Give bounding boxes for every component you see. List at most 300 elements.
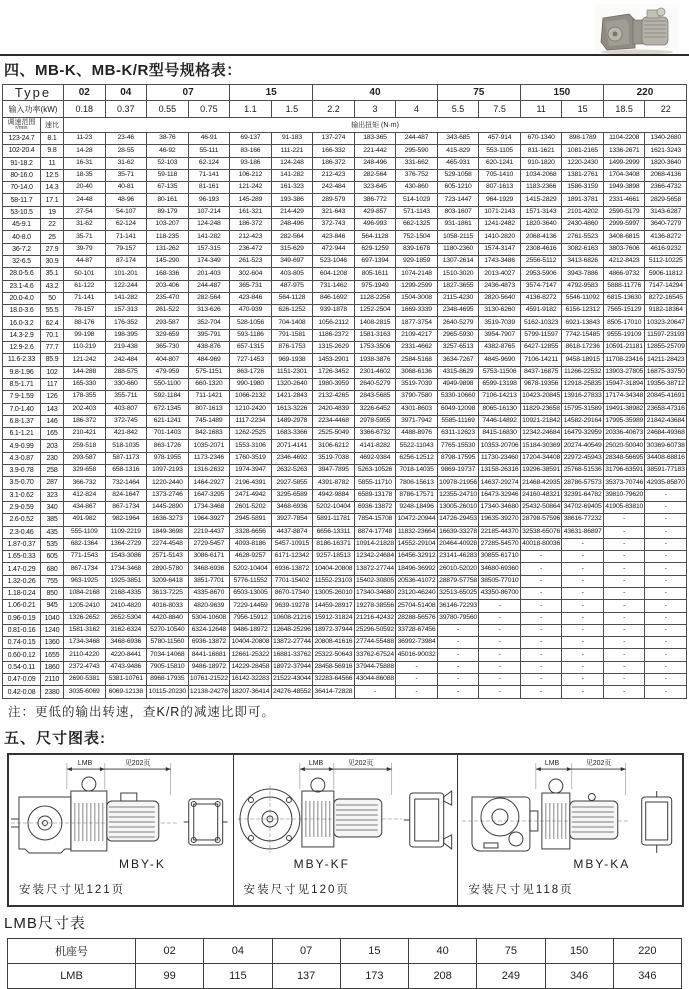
spec-row <box>3 551 687 563</box>
torque-cell: 302-604 <box>230 268 272 280</box>
torque-cell: - <box>479 624 521 636</box>
torque-cell: 44-87 <box>64 255 106 267</box>
torque-cell: 11552-23103 <box>313 575 355 587</box>
lmb-value: 99 <box>136 964 204 989</box>
torque-cell: 1489-2978 <box>271 415 313 427</box>
section5-title: 五、尺寸图表: <box>4 730 106 747</box>
torque-cell: 33728-67456 <box>396 624 438 636</box>
torque-cell: 141-282 <box>271 169 313 181</box>
torque-cell: 3082-6163 <box>562 243 604 255</box>
ratio-cell: 258 <box>41 465 64 477</box>
torque-cell: 19491-38982 <box>603 403 645 415</box>
torque-cell: 3106-6212 <box>313 440 355 452</box>
torque-cell: 4420-8840 <box>147 612 189 624</box>
torque-cell: 6815-13630 <box>603 292 645 304</box>
torque-cell: 78-157 <box>64 305 106 317</box>
torque-cell: 2640-5279 <box>354 378 396 390</box>
speed-range-cell: 0.81-0.16 <box>3 624 41 636</box>
torque-cell: 7905-15810 <box>147 661 189 673</box>
torque-cell: 2219-4437 <box>188 526 230 538</box>
ratio-cell: 945 <box>41 600 64 612</box>
torque-cell: 54-107 <box>105 206 147 218</box>
torque-cell: 10914-21828 <box>354 538 396 550</box>
torque-cell: 40-81 <box>105 182 147 194</box>
torque-cell: 20536-41072 <box>396 575 438 587</box>
torque-cell: 16479-32959 <box>562 428 604 440</box>
torque-cell: 1180-2360 <box>437 243 479 255</box>
torque-cell: 978-1955 <box>147 452 189 464</box>
torque-cell: 6936-13872 <box>354 501 396 513</box>
torque-cell: 6256-12512 <box>396 452 438 464</box>
torque-cell: 3634-7267 <box>437 354 479 366</box>
frame-group-02: 02 <box>64 85 106 101</box>
torque-cell: 12355-24710 <box>437 489 479 501</box>
torque-cell: - <box>520 563 562 575</box>
torque-cell: 19356-38712 <box>645 378 687 390</box>
torque-cell: 13916-27833 <box>562 391 604 403</box>
torque-cell: 1734-3468 <box>64 637 106 649</box>
torque-cell: 8968-17935 <box>147 674 189 686</box>
spec-row <box>3 477 687 489</box>
torque-cell: 7106-14211 <box>520 354 562 366</box>
torque-cell: - <box>645 526 687 538</box>
speed-range-cell: 2.9-0.59 <box>3 501 41 513</box>
spec-row <box>3 612 687 624</box>
torque-cell: 28288-56576 <box>396 612 438 624</box>
torque-cell: 141-282 <box>105 292 147 304</box>
torque-cell: 964-1929 <box>479 194 521 206</box>
lmb-value: 137 <box>272 964 340 989</box>
power-2.2: 2.2 <box>313 101 355 118</box>
torque-cell: 23120-46240 <box>396 587 438 599</box>
torque-cell: 18-35 <box>64 169 106 181</box>
ratio-cell: 165 <box>41 428 64 440</box>
speed-range-cell: 28.0-5.6 <box>3 268 41 280</box>
torque-cell: - <box>603 538 645 550</box>
torque-cell: - <box>479 637 521 649</box>
torque-cell: 1964-3927 <box>188 514 230 526</box>
torque-cell: - <box>603 686 645 698</box>
torque-cell: 9248-18496 <box>396 501 438 513</box>
torque-cell: - <box>479 661 521 673</box>
torque-cell: 6069-12138 <box>105 686 147 698</box>
torque-cell: 28348-56695 <box>603 452 645 464</box>
torque-cell: 24-48 <box>64 194 106 206</box>
output-torque-header: 输出扭矩 (N·m) <box>64 118 687 133</box>
torque-cell: 1205-2410 <box>64 600 106 612</box>
torque-cell: 244-487 <box>188 280 230 292</box>
torque-cell: 30855-61710 <box>479 551 521 563</box>
ratio-cell: 102 <box>41 366 64 378</box>
torque-cell: 564-1128 <box>354 231 396 243</box>
power-7.5: 7.5 <box>479 101 521 118</box>
torque-cell: 1949-3898 <box>603 182 645 194</box>
torque-cell: 331-662 <box>396 157 438 169</box>
torque-cell: 330-660 <box>105 378 147 390</box>
torque-cell: 14229-28458 <box>230 661 272 673</box>
torque-cell: 315-629 <box>271 243 313 255</box>
ratio-cell: 11 <box>41 157 64 169</box>
torque-cell: 5304-10608 <box>188 612 230 624</box>
torque-cell: 711-1421 <box>188 391 230 403</box>
torque-cell: 4335-8670 <box>188 587 230 599</box>
torque-cell: 3574-7147 <box>520 280 562 292</box>
torque-cell: 83-166 <box>230 145 272 157</box>
torque-cell: 6311-12623 <box>437 428 479 440</box>
section4-title: 四、MB-K、MB-K/R型号规格表： <box>4 62 242 79</box>
torque-cell: 1925-3851 <box>105 575 147 587</box>
torque-cell: 3927-7854 <box>271 514 313 526</box>
torque-cell: - <box>645 575 687 587</box>
torque-cell: 19296-38591 <box>520 465 562 477</box>
torque-cell: 27744-55488 <box>354 637 396 649</box>
torque-cell: 24160-48321 <box>520 489 562 501</box>
torque-cell: 26010-52020 <box>437 563 479 575</box>
torque-cell: 165-330 <box>64 378 106 390</box>
torque-cell: 4136-8272 <box>645 231 687 243</box>
torque-cell: - <box>562 637 604 649</box>
ratio-cell: 605 <box>41 551 64 563</box>
torque-cell: - <box>520 686 562 698</box>
torque-cell: 682-1364 <box>64 538 106 550</box>
torque-cell: 2978-5955 <box>354 415 396 427</box>
torque-cell: 12648-25296 <box>271 624 313 636</box>
frame-group-220: 220 <box>603 85 686 101</box>
torque-cell: 4382-8765 <box>479 342 521 354</box>
torque-cell: 35-71 <box>64 231 106 243</box>
torque-cell: 14552-29104 <box>396 538 438 550</box>
torque-cell: 18972-37944 <box>271 661 313 673</box>
torque-cell: - <box>645 538 687 550</box>
speed-range-cell: 1.87-0.37 <box>3 538 41 550</box>
torque-cell: 42935-85870 <box>645 477 687 489</box>
torque-cell: 1316-2632 <box>188 465 230 477</box>
torque-cell: 2820-5640 <box>479 292 521 304</box>
lmb-value: 346 <box>545 964 613 989</box>
torque-cell: 32283-64566 <box>313 674 355 686</box>
torque-cell: 13872-27744 <box>271 637 313 649</box>
spec-row <box>3 145 687 157</box>
torque-cell: 2109-4217 <box>396 329 438 341</box>
torque-cell: 5753-11506 <box>479 366 521 378</box>
torque-cell: 10472-20944 <box>396 514 438 526</box>
torque-cell: 11597-23193 <box>645 329 687 341</box>
torque-cell: 19635-39270 <box>479 514 521 526</box>
power-3: 3 <box>354 101 396 118</box>
torque-cell: 1081-2165 <box>562 145 604 157</box>
spec-row <box>3 243 687 255</box>
torque-cell: 1704-3408 <box>603 169 645 181</box>
torque-cell: 2525-5049 <box>313 428 355 440</box>
speed-range-cell: 70-14.0 <box>3 182 41 194</box>
mby-kf-drawing <box>234 755 458 873</box>
torque-cell: 403-807 <box>105 403 147 415</box>
torque-cell: 5780-11560 <box>147 637 189 649</box>
torque-cell: 9555-19109 <box>603 329 645 341</box>
torque-cell: - <box>562 612 604 624</box>
torque-cell: 1647-3295 <box>188 489 230 501</box>
torque-cell: 11266-22532 <box>562 366 604 378</box>
torque-cell: 4845-9690 <box>479 354 521 366</box>
torque-cell: 349-697 <box>271 255 313 267</box>
torque-cell: 12342-24684 <box>520 428 562 440</box>
torque-cell: 23-46 <box>105 133 147 145</box>
torque-cell: 6171-12342 <box>271 551 313 563</box>
speed-range-header <box>3 118 41 133</box>
torque-cell: - <box>603 563 645 575</box>
torque-cell: 1373-2746 <box>147 489 189 501</box>
torque-cell: 323-645 <box>354 182 396 194</box>
torque-cell: 421-842 <box>105 428 147 440</box>
torque-cell: 35373-70746 <box>603 477 645 489</box>
torque-cell: 161-321 <box>230 206 272 218</box>
torque-cell: 470-939 <box>230 305 272 317</box>
torque-cell: 14582-29164 <box>562 415 604 427</box>
torque-cell: 2999-5997 <box>603 219 645 231</box>
torque-cell: 91-183 <box>271 133 313 145</box>
torque-cell: 20336-40673 <box>603 428 645 440</box>
torque-cell: 16473-32946 <box>479 489 521 501</box>
torque-cell: 2366-4732 <box>645 182 687 194</box>
torque-cell: 145-290 <box>147 255 189 267</box>
torque-cell: 5162-10323 <box>520 317 562 329</box>
speed-range-cell: 0.96-0.19 <box>3 612 41 624</box>
torque-cell: 867-1734 <box>64 563 106 575</box>
torque-cell: 110-219 <box>64 342 106 354</box>
torque-cell: 10423-20845 <box>520 391 562 403</box>
speed-range-cell: 0.47-0.09 <box>3 674 41 686</box>
torque-cell: 1753-3506 <box>354 342 396 354</box>
lmb-frame-header: 机座号 <box>8 939 136 964</box>
torque-cell: 484-969 <box>188 354 230 366</box>
torque-cell: 79-157 <box>105 243 147 255</box>
spec-row <box>3 575 687 587</box>
torque-cell: 9458-18915 <box>562 354 604 366</box>
ratio-cell: 1655 <box>41 649 64 661</box>
torque-cell: 3519-7039 <box>396 378 438 390</box>
spec-row <box>3 514 687 526</box>
torque-cell: 3295-6589 <box>271 489 313 501</box>
torque-cell: 1415-2829 <box>520 194 562 206</box>
torque-cell: 487-975 <box>271 280 313 292</box>
torque-cell: - <box>562 661 604 673</box>
torque-cell: 8798-17595 <box>437 452 479 464</box>
torque-cell: 2430-4860 <box>562 219 604 231</box>
spec-row <box>3 403 687 415</box>
spec-row <box>3 600 687 612</box>
torque-cell: 329-659 <box>147 329 189 341</box>
ratio-cell: 1040 <box>41 612 64 624</box>
torque-cell: 395-791 <box>188 329 230 341</box>
torque-cell: 38616-77232 <box>562 514 604 526</box>
torque-cell: 259-518 <box>64 440 106 452</box>
torque-cell: 176-352 <box>105 317 147 329</box>
torque-cell: 80-161 <box>147 194 189 206</box>
torque-cell: 2590-5179 <box>603 206 645 218</box>
torque-cell: 11832-23664 <box>396 526 438 538</box>
torque-cell: - <box>562 624 604 636</box>
torque-cell: 4591-9182 <box>520 305 562 317</box>
lmb-frame-150: 150 <box>545 939 613 964</box>
ratio-cell: 85.9 <box>41 354 64 366</box>
torque-cell: 23141-46283 <box>437 551 479 563</box>
torque-cell: 242-484 <box>105 354 147 366</box>
torque-cell: 7956-15912 <box>230 612 272 624</box>
spec-row <box>3 489 687 501</box>
torque-cell: 1683-3366 <box>271 428 313 440</box>
torque-cell: 39810-79620 <box>603 489 645 501</box>
dim-lmb-label: LMB <box>308 760 323 768</box>
torque-cell: 41905-83810 <box>603 501 645 513</box>
torque-cell: 3143-6287 <box>645 206 687 218</box>
torque-cell: 1980-3959 <box>313 378 355 390</box>
torque-cell: 842-1683 <box>188 428 230 440</box>
torque-cell: 3803-7606 <box>603 243 645 255</box>
torque-cell: 10404-20808 <box>230 637 272 649</box>
power-4: 4 <box>396 101 438 118</box>
torque-cell: - <box>562 538 604 550</box>
power-11: 11 <box>520 101 562 118</box>
torque-cell: 2953-5906 <box>520 268 562 280</box>
torque-cell: 101-201 <box>105 268 147 280</box>
torque-cell: 1734-3468 <box>105 563 147 575</box>
torque-cell: 59-118 <box>147 169 189 181</box>
torque-cell: 2584-5168 <box>396 354 438 366</box>
frame-group-04: 04 <box>105 85 147 101</box>
torque-cell: 982-1964 <box>105 514 147 526</box>
torque-cell: 25322-50643 <box>313 649 355 661</box>
speed-range-cell: 1.06-0.21 <box>3 600 41 612</box>
torque-cell: 1827-3655 <box>437 280 479 292</box>
torque-cell: 15184-30369 <box>520 440 562 452</box>
speed-range-cell: 0.42-0.08 <box>3 686 41 698</box>
speed-range-cell: 3.9-0.78 <box>3 465 41 477</box>
torque-cell: 1510-3020 <box>437 268 479 280</box>
torque-cell: 1071-2143 <box>479 206 521 218</box>
torque-cell: 24276-48552 <box>271 686 313 698</box>
torque-cell: - <box>562 587 604 599</box>
speed-range-cell: 23.1-4.6 <box>3 280 41 292</box>
torque-cell: 811-1621 <box>520 145 562 157</box>
torque-cell: 4437-8874 <box>271 526 313 538</box>
torque-cell: 771-1543 <box>64 551 106 563</box>
torque-cell: 313-626 <box>188 305 230 317</box>
torque-cell: 203-406 <box>147 280 189 292</box>
torque-cell: 6589-13178 <box>354 489 396 501</box>
torque-cell: - <box>520 624 562 636</box>
torque-cell: 1241-2482 <box>479 219 521 231</box>
torque-cell: 4136-8272 <box>520 292 562 304</box>
torque-cell: 21468-42935 <box>520 477 562 489</box>
torque-cell: 1035-2071 <box>188 440 230 452</box>
torque-cell: 7034-14068 <box>147 649 189 661</box>
torque-cell: - <box>396 674 438 686</box>
torque-cell: 4820-9639 <box>188 600 230 612</box>
torque-cell: 3851-7701 <box>188 575 230 587</box>
spec-row <box>3 305 687 317</box>
torque-cell: 3640-7279 <box>645 219 687 231</box>
spec-row <box>3 280 687 292</box>
torque-cell: 17340-34680 <box>354 587 396 599</box>
torque-cell: 727-1453 <box>230 354 272 366</box>
torque-cell: 3613-7225 <box>147 587 189 599</box>
ratio-cell: 323 <box>41 489 64 501</box>
lmb-frame-02: 02 <box>136 939 204 964</box>
torque-cell: 13158-26316 <box>479 465 521 477</box>
torque-cell: 186-372 <box>230 219 272 231</box>
torque-cell: 27-54 <box>64 206 106 218</box>
torque-cell: 4301-8603 <box>396 403 438 415</box>
torque-cell: 16456-32912 <box>396 551 438 563</box>
torque-cell: 9869-19737 <box>437 465 479 477</box>
torque-cell: 137-274 <box>313 133 355 145</box>
spec-row <box>3 268 687 280</box>
torque-cell: 2331-4662 <box>396 342 438 354</box>
torque-cell: 18207-36414 <box>230 686 272 698</box>
torque-cell: - <box>645 661 687 673</box>
speed-range-cell: 1.47-0.29 <box>3 563 41 575</box>
torque-cell: 1574-3147 <box>479 243 521 255</box>
torque-cell: 6936-13872 <box>188 637 230 649</box>
ratio-cell: 9.8 <box>41 145 64 157</box>
torque-cell: 5381-10761 <box>105 674 147 686</box>
torque-cell: 629-1259 <box>354 243 396 255</box>
torque-cell: 343-685 <box>437 133 479 145</box>
torque-cell: 3408-6815 <box>603 231 645 243</box>
torque-cell: 8186-16371 <box>313 538 355 550</box>
torque-cell: 496-993 <box>354 219 396 231</box>
top-divider <box>0 54 689 56</box>
ratio-cell: 2380 <box>41 686 64 698</box>
spec-row <box>3 452 687 464</box>
lmb-value: 208 <box>409 964 477 989</box>
ratio-cell: 50 <box>41 292 64 304</box>
torque-cell: 96-193 <box>188 194 230 206</box>
torque-cell: 107-214 <box>188 206 230 218</box>
torque-cell: 61-122 <box>64 280 106 292</box>
torque-cell: 1128-2256 <box>354 292 396 304</box>
torque-cell: 28-55 <box>105 145 147 157</box>
speed-range-cell: 1.18-0.24 <box>3 587 41 599</box>
torque-cell: 372-743 <box>313 219 355 231</box>
frame-group-150: 150 <box>520 85 603 101</box>
torque-cell: 4743-9486 <box>105 661 147 673</box>
dim-lmb-label: LMB <box>77 760 93 768</box>
torque-cell: 963-1925 <box>64 575 106 587</box>
torque-cell: 13872-27744 <box>354 563 396 575</box>
torque-cell: 11708-23416 <box>603 354 645 366</box>
torque-cell: - <box>603 674 645 686</box>
lmb-value: 173 <box>340 964 408 989</box>
torque-cell: 1445-2890 <box>147 501 189 513</box>
torque-cell: 365-731 <box>230 280 272 292</box>
torque-cell: 4391-8782 <box>313 477 355 489</box>
torque-cell: 37944-75888 <box>354 661 396 673</box>
lmb-header-row <box>8 939 682 964</box>
speed-range-cell: 1.65-0.33 <box>3 551 41 563</box>
torque-cell: 592-1184 <box>147 391 189 403</box>
torque-cell: 43350-86700 <box>479 587 521 599</box>
torque-cell: 17995-35989 <box>603 415 645 427</box>
lmb-frame-75: 75 <box>477 939 545 964</box>
torque-cell: 198-395 <box>105 329 147 341</box>
torque-cell: 261-523 <box>230 255 272 267</box>
torque-cell: 2436-4873 <box>479 280 521 292</box>
model-label-mby-k: MBY-K <box>119 857 166 871</box>
input-power-header: 输入功率(kW) <box>3 101 64 118</box>
speed-range-cell: 9.8-1.96 <box>3 366 41 378</box>
torque-cell: 2890-5780 <box>147 563 189 575</box>
